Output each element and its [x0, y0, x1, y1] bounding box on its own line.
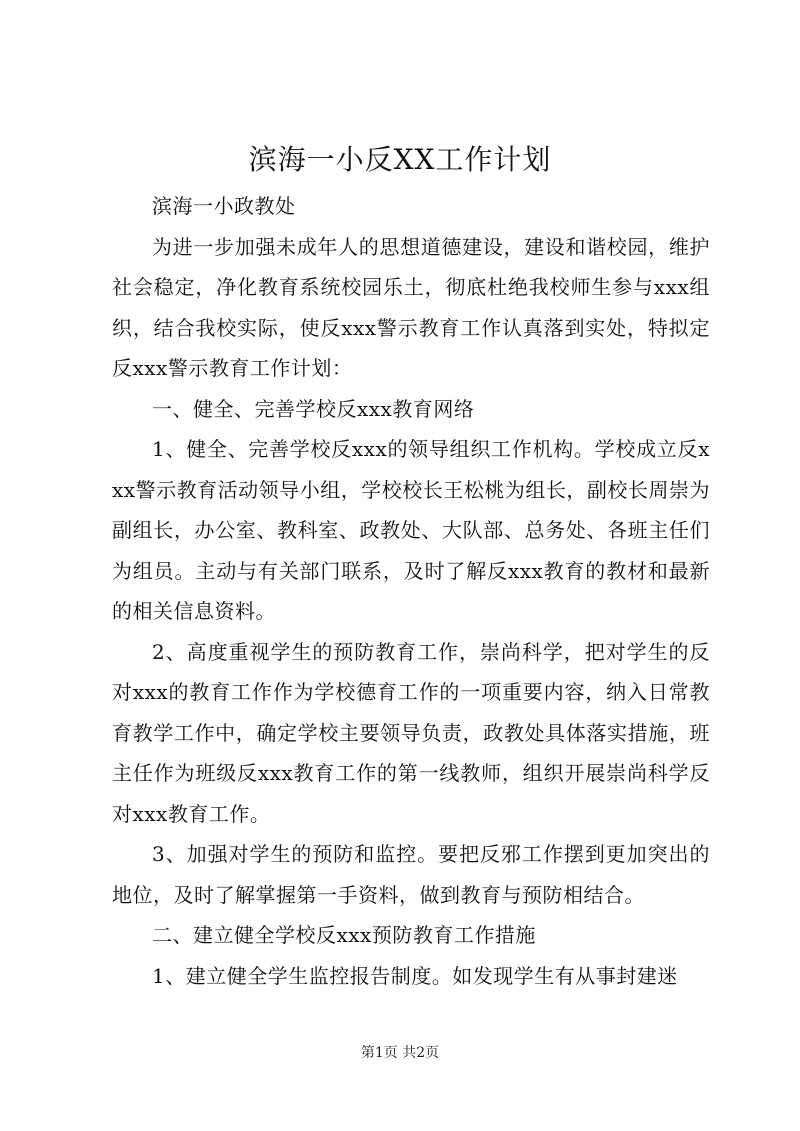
intro-paragraph: 为进一步加强未成年人的思想道德建设，建设和谐校园，维护社会稳定，净化教育系统校园乐土，彻底杜绝我校师生参与xxx组织，结合我校实际，使反xxx警示教育工作认真落到实处，特拟定反xxx警示教育工作计划： [112, 234, 710, 380]
paragraph-2-1: 1、建立健全学生监控报告制度。如发现学生有从事封建迷 [152, 963, 678, 988]
document-title: 滨海一小反XX工作计划 [248, 143, 552, 176]
paragraph-1-2: 2、高度重视学生的预防教育工作，崇尚科学，把对学生的反对xxx的教育工作作为学校德育工作的一项重要内容，纳入日常教育教学工作中，确定学校主要领导负责，政教处具体落实措施，班主任作为班级反xxx教育工作的第一线教师，组织开展崇尚科学反对xxx教育工作。 [112, 639, 710, 826]
document-body [112, 186, 710, 996]
paragraph-1-1: 1、健全、完善学校反xxx的领导组织工作机构。学校成立反xxx警示教育活动领导小组，学校校长王松桃为组长，副校长周崇为副组长，办公室、教科室、政教处、大队部、总务处、各班主任们为组员。主动与有关部门联系，及时了解反xxx教育的教材和最新的相关信息资料。 [112, 437, 710, 623]
page-footer: 第1页 共2页 [360, 1045, 440, 1061]
section-heading-2: 二、建立健全学校反xxx预防教育工作措施 [152, 923, 536, 947]
paragraph-1-3: 3、加强对学生的预防和监控。要把反邪工作摆到更加突出的地位，及时了解掌握第一手资料，做到教育与预防相结合。 [112, 842, 710, 907]
department-line: 滨海一小政教处 [152, 194, 296, 218]
section-heading-1: 一、健全、完善学校反xxx教育网络 [152, 396, 475, 421]
